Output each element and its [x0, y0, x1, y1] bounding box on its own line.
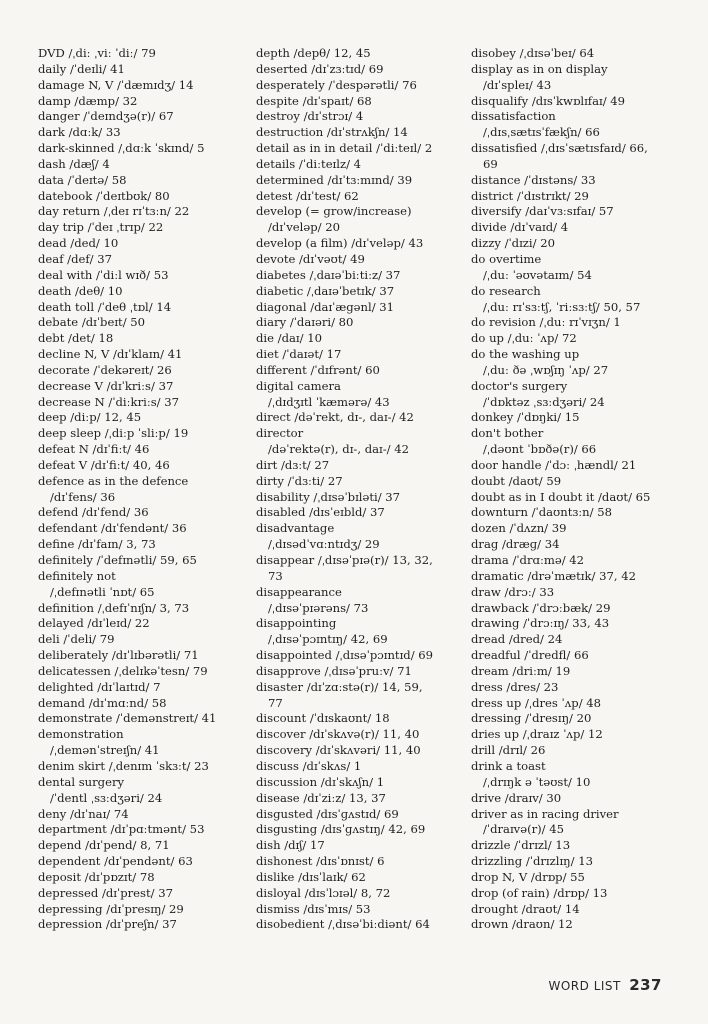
word-list-entry: /ˌdemənˈstreɪʃn/ 41 — [50, 743, 160, 758]
word-list-entry: disgusted /dɪsˈɡʌstɪd/ 69 — [256, 806, 399, 821]
word-list-entry: despite /dɪˈspaɪt/ 68 — [256, 93, 372, 108]
word-list-entry: disability /ˌdɪsəˈbɪləti/ 37 — [256, 489, 401, 504]
word-list-entry: desperately /ˈdespərətli/ 76 — [256, 77, 417, 92]
word-list-entry: drill /drɪl/ 26 — [471, 743, 546, 758]
word-list-entry: denim skirt /ˌdenɪm ˈskɜːt/ 23 — [38, 758, 209, 773]
word-list-entry: dreadful /ˈdredfl/ 66 — [471, 648, 589, 663]
word-list-entry: direct /dəˈrekt, dɪ-, daɪ-/ 42 — [256, 410, 414, 425]
word-list-entry: dizzy /ˈdɪzi/ 20 — [471, 236, 555, 251]
word-list-entry: drizzling /ˈdrɪzlɪŋ/ 13 — [471, 854, 593, 869]
word-list-entry: deny /dɪˈnaɪ/ 74 — [38, 806, 129, 821]
word-list-entry: doctor's surgery — [471, 378, 568, 393]
word-list-entry: damage N, V /ˈdæmɪdʒ/ 14 — [38, 77, 194, 92]
word-list-entry: /ˌdefɪnətli ˈnɒt/ 65 — [50, 584, 155, 599]
word-list-entry: defeat N /dɪˈfiːt/ 46 — [38, 442, 150, 457]
word-list-entry: disobey /ˌdɪsəˈbeɪ/ 64 — [471, 46, 595, 60]
word-list-entry: danger /ˈdeɪndʒə(r)/ 67 — [38, 109, 174, 124]
word-list-entry: defend /dɪˈfend/ 36 — [38, 505, 149, 520]
word-list-entry: depressed /dɪˈprest/ 37 — [38, 885, 173, 900]
word-list-entry: defeat V /dɪˈfiːt/ 40, 46 — [38, 457, 170, 472]
word-list-entry: doubt as in I doubt it /daʊt/ 65 — [471, 489, 651, 504]
word-list-entry: depressing /dɪˈpresɪŋ/ 29 — [38, 901, 184, 916]
word-list-entry: deep /diːp/ 12, 45 — [38, 410, 142, 425]
word-list-entry: disadvantage — [256, 521, 335, 536]
word-list-entry: diet /ˈdaɪət/ 17 — [256, 347, 342, 362]
word-list-entry: dramatic /drəˈmætɪk/ 37, 42 — [471, 568, 636, 583]
word-list-entry: /ˌduː rɪˈsɜːtʃ, ˈriːsɜːtʃ/ 50, 57 — [483, 299, 641, 314]
word-list-entry: deal with /ˈdiːl wɪð/ 53 — [38, 267, 169, 282]
word-list-entry: details /ˈdiːteɪlz/ 4 — [256, 156, 362, 171]
word-list-entry: drop (of rain) /drɒp/ 13 — [471, 885, 608, 900]
page-number: 237 — [629, 976, 662, 994]
word-list-entry: disappointing — [256, 616, 337, 631]
word-list-entry: donkey /ˈdɒŋki/ 15 — [471, 410, 580, 425]
word-list-entry: /ˈdentl ˌsɜːdʒəri/ 24 — [50, 790, 163, 805]
word-list-entry: disobedient /ˌdɪsəˈbiːdiənt/ 64 — [256, 917, 430, 932]
word-list-entry: /dɪˈspleɪ/ 43 — [483, 77, 552, 92]
word-list-column-3 — [471, 46, 693, 933]
word-list-entry: data /ˈdeɪtə/ 58 — [38, 172, 127, 187]
word-list-entry: do revision /ˌduː rɪˈvɪʒn/ 1 — [471, 315, 621, 330]
word-list-entry: discuss /dɪˈskʌs/ 1 — [256, 758, 362, 773]
word-list-entry: 73 — [268, 568, 283, 583]
word-list-entry: /ˌdɪsəˈpɪərəns/ 73 — [268, 600, 369, 615]
word-list-entry: disapprove /ˌdɪsəˈpruːv/ 71 — [256, 663, 412, 678]
word-list-entry: department /dɪˈpɑːtmənt/ 53 — [38, 822, 205, 837]
word-list-entry: /dəˈrektə(r), dɪ-, daɪ-/ 42 — [268, 442, 410, 457]
word-list-entry: drawing /ˈdrɔːɪŋ/ 33, 43 — [471, 616, 610, 631]
word-list-entry: disqualify /dɪsˈkwɒlɪfaɪ/ 49 — [471, 93, 626, 108]
word-list-entry: dress /dres/ 23 — [471, 679, 559, 694]
footer-label: WORD LIST — [548, 979, 621, 993]
word-list-entry: develop (a film) /dɪˈveləp/ 43 — [256, 236, 424, 251]
word-list-entry: do overtime — [471, 251, 542, 266]
word-list-entry: disgusting /dɪsˈɡʌstɪŋ/ 42, 69 — [256, 822, 426, 837]
word-list-entry: deposit /dɪˈpɒzɪt/ 78 — [38, 869, 155, 884]
word-list-entry: dream /driːm/ 19 — [471, 663, 571, 678]
word-list-entry: define /dɪˈfaɪn/ 3, 73 — [38, 537, 156, 552]
word-list-entry: disappear /ˌdɪsəˈpɪə(r)/ 13, 32, — [256, 553, 433, 567]
word-list-entry: diversify /daɪˈvɜːsɪfaɪ/ 57 — [471, 204, 614, 219]
word-list-entry: dismiss /dɪsˈmɪs/ 53 — [256, 901, 371, 916]
word-list-entry: dirt /dɜːt/ 27 — [256, 457, 330, 472]
word-list-entry: depth /depθ/ 12, 45 — [256, 46, 371, 60]
word-list-entry: /ˈdraɪvə(r)/ 45 — [483, 822, 565, 837]
word-list-entry: /ˌdəʊnt ˈbɒðə(r)/ 66 — [483, 442, 597, 457]
word-list-column-1 — [38, 46, 242, 933]
word-list-entry: disabled /dɪsˈeɪbld/ 37 — [256, 505, 385, 520]
word-list-entry: dish /dɪʃ/ 17 — [256, 838, 325, 853]
word-list-entry: dark /dɑːk/ 33 — [38, 125, 121, 140]
word-list-entry: dash /dæʃ/ 4 — [38, 156, 110, 171]
word-list-entry: day trip /ˈdeɪ ˌtrɪp/ 22 — [38, 220, 164, 235]
word-list-entry: director — [256, 426, 304, 441]
word-list-entry: dries up /ˌdraɪz ˈʌp/ 12 — [471, 727, 603, 742]
word-list-entry: discussion /dɪˈskʌʃn/ 1 — [256, 774, 385, 789]
word-list-entry: deaf /def/ 37 — [38, 251, 112, 266]
word-list-entry: 69 — [483, 156, 498, 171]
word-list-entry: dental surgery — [38, 774, 125, 789]
word-list-entry: decrease V /dɪˈkriːs/ 37 — [38, 378, 174, 393]
word-list-entry: disappearance — [256, 584, 342, 599]
word-list-entry: downturn /ˈdaʊntɜːn/ 58 — [471, 505, 612, 520]
word-list-entry: dark-skinned /ˌdɑːk ˈskɪnd/ 5 — [38, 141, 205, 156]
word-list-entry: dread /dred/ 24 — [471, 632, 563, 647]
word-list-entry: divide /dɪˈvaɪd/ 4 — [471, 220, 569, 235]
word-list-entry: dissatisfied /ˌdɪsˈsætɪsfaɪd/ 66, — [471, 141, 648, 156]
word-list-entry: district /ˈdɪstrɪkt/ 29 — [471, 188, 589, 203]
word-list-entry: disaster /dɪˈzɑːstə(r)/ 14, 59, — [256, 679, 423, 694]
word-list-entry: /ˌdɪsədˈvɑːntɪdʒ/ 29 — [268, 537, 380, 552]
word-list-entry: devote /dɪˈvəʊt/ 49 — [256, 251, 365, 266]
word-list-entry: /dɪˈfens/ 36 — [50, 489, 116, 504]
word-list-entry: destruction /dɪˈstrʌkʃn/ 14 — [256, 125, 408, 140]
word-list-entry: death /deθ/ 10 — [38, 283, 123, 298]
word-list-entry: demonstration — [38, 727, 124, 742]
word-list-entry: damp /dæmp/ 32 — [38, 93, 138, 108]
word-list-entry: drive /draɪv/ 30 — [471, 790, 562, 805]
word-list-entry: delighted /dɪˈlaɪtɪd/ 7 — [38, 679, 161, 694]
word-list-entry: driver as in racing driver — [471, 806, 619, 821]
word-list-entry: DVD /ˌdiː ˌviː ˈdiː/ 79 — [38, 46, 156, 60]
word-list-entry: demonstrate /ˈdemənstreɪt/ 41 — [38, 711, 217, 726]
word-list-entry: distance /ˈdɪstəns/ 33 — [471, 172, 596, 187]
word-list-entry: drizzle /ˈdrɪzl/ 13 — [471, 838, 571, 853]
word-list-entry: delicatessen /ˌdelɪkəˈtesn/ 79 — [38, 663, 208, 678]
word-list-entry: dressing /ˈdresɪŋ/ 20 — [471, 711, 592, 726]
word-list-entry: dependent /dɪˈpendənt/ 63 — [38, 854, 193, 869]
word-list-entry: /ˌdɪdʒɪtl ˈkæmərə/ 43 — [268, 394, 390, 409]
word-list-entry: defence as in the defence — [38, 473, 189, 488]
word-list-entry: drama /ˈdrɑːmə/ 42 — [471, 553, 585, 567]
word-list-entry: diary /ˈdaɪəri/ 80 — [256, 315, 354, 330]
word-list-entry: day return /ˌdeɪ rɪˈtɜːn/ 22 — [38, 204, 190, 219]
word-list-entry: decrease N /ˈdiːkriːs/ 37 — [38, 394, 180, 409]
word-list-entry: depression /dɪˈpreʃn/ 37 — [38, 917, 177, 932]
word-list-entry: door handle /ˈdɔː ˌhændl/ 21 — [471, 457, 637, 472]
word-list-entry: disease /dɪˈziːz/ 13, 37 — [256, 790, 386, 805]
word-list-entry: doubt /daʊt/ 59 — [471, 473, 562, 488]
word-list-entry: /ˈdɒktəz ˌsɜːdʒəri/ 24 — [483, 394, 605, 409]
word-list-entry: /ˌdɪsəˈpɔɪntɪŋ/ 42, 69 — [268, 632, 388, 647]
word-list-entry: decline N, V /dɪˈklaɪn/ 41 — [38, 347, 183, 362]
word-list-entry: die /daɪ/ 10 — [256, 331, 322, 346]
word-list-entry: disappointed /ˌdɪsəˈpɔɪntɪd/ 69 — [256, 648, 434, 663]
word-list-entry: drown /draʊn/ 12 — [471, 917, 573, 932]
word-list-entry: debt /det/ 18 — [38, 331, 114, 346]
word-list-column-2 — [256, 46, 462, 933]
word-list-entry: do the washing up — [471, 347, 580, 362]
word-list-entry: destroy /dɪˈstrɔɪ/ 4 — [256, 109, 364, 124]
word-list-entry: discovery /dɪˈskʌvəri/ 11, 40 — [256, 743, 421, 758]
word-list-entry: draw /drɔː/ 33 — [471, 584, 555, 599]
word-list-entry: develop (= grow/increase) — [256, 204, 412, 219]
word-list-entry: dishonest /dɪsˈɒnɪst/ 6 — [256, 854, 385, 869]
word-list-entry: drop N, V /drɒp/ 55 — [471, 869, 585, 884]
word-list-entry: drought /draʊt/ 14 — [471, 901, 580, 916]
word-list-entry: drink a toast — [471, 758, 546, 773]
word-list-entry: discover /dɪˈskʌvə(r)/ 11, 40 — [256, 727, 420, 742]
word-list-entry: debate /dɪˈbeɪt/ 50 — [38, 315, 146, 330]
word-list-entry: dislike /dɪsˈlaɪk/ 62 — [256, 869, 366, 884]
word-list-entry: datebook /ˈdeɪtbʊk/ 80 — [38, 188, 170, 203]
word-list-entry: drawback /ˈdrɔːbæk/ 29 — [471, 600, 611, 615]
word-list-entry: daily /ˈdeɪli/ 41 — [38, 61, 125, 76]
word-list-entry: dozen /ˈdʌzn/ 39 — [471, 521, 567, 536]
word-list-entry: discount /ˈdɪskaʊnt/ 18 — [256, 711, 390, 726]
word-list-entry: drag /dræɡ/ 34 — [471, 537, 560, 552]
word-list-entry: definitely /ˈdefɪnətli/ 59, 65 — [38, 553, 197, 567]
word-list-entry: detail as in in detail /ˈdiːteɪl/ 2 — [256, 141, 433, 156]
word-list-entry: dirty /ˈdɜːti/ 27 — [256, 473, 343, 488]
word-list-entry: digital camera — [256, 378, 341, 393]
word-list-entry: deserted /dɪˈzɜːtɪd/ 69 — [256, 61, 384, 76]
word-list-entry: /ˌdrɪŋk ə ˈtəʊst/ 10 — [483, 774, 591, 789]
word-list-entry: do research — [471, 283, 541, 298]
word-list-entry: death toll /ˈdeθ ˌtɒl/ 14 — [38, 299, 172, 314]
word-list-entry: demand /dɪˈmɑːnd/ 58 — [38, 695, 167, 710]
word-list-entry: /ˌdɪsˌsætɪsˈfækʃn/ 66 — [483, 125, 600, 140]
word-list-entry: do up /ˌduː ˈʌp/ 72 — [471, 331, 577, 346]
word-list-entry: delayed /dɪˈleɪd/ 22 — [38, 616, 150, 631]
word-list-entry: depend /dɪˈpend/ 8, 71 — [38, 838, 170, 853]
word-list-entry: deli /ˈdeli/ 79 — [38, 632, 115, 647]
word-list-entry: detest /dɪˈtest/ 62 — [256, 188, 359, 203]
word-list-entry: display as in on display — [471, 61, 608, 76]
word-list-entry: diagonal /daɪˈægənl/ 31 — [256, 299, 395, 314]
word-list-entry: defendant /dɪˈfendənt/ 36 — [38, 521, 187, 536]
word-list-entry: deliberately /dɪˈlɪbərətli/ 71 — [38, 648, 199, 663]
word-list-entry: don't bother — [471, 426, 544, 441]
word-list-entry: diabetes /ˌdaɪəˈbiːtiːz/ 37 — [256, 267, 401, 282]
word-list-entry: decorate /ˈdekəreɪt/ 26 — [38, 362, 172, 377]
word-list-entry: dress up /ˌdres ˈʌp/ 48 — [471, 695, 602, 710]
word-list-entry: 77 — [268, 695, 283, 710]
word-list-entry: definition /ˌdefɪˈnɪʃn/ 3, 73 — [38, 600, 190, 615]
word-list-entry: deep sleep /ˌdiːp ˈsliːp/ 19 — [38, 426, 189, 441]
page-footer — [548, 976, 662, 994]
word-list-entry: /dɪˈveləp/ 20 — [268, 220, 340, 235]
word-list-entry: dead /ded/ 10 — [38, 236, 119, 251]
word-list-entry: /ˌduː ðə ˌwɒʃɪŋ ˈʌp/ 27 — [483, 362, 609, 377]
word-list-entry: definitely not — [38, 568, 116, 583]
word-list-entry: disloyal /dɪsˈlɔɪəl/ 8, 72 — [256, 885, 391, 900]
word-list-entry: diabetic /ˌdaɪəˈbetɪk/ 37 — [256, 283, 395, 298]
word-list-entry: dissatisfaction — [471, 109, 556, 124]
word-list-entry: /ˌduː ˈəʊvətaɪm/ 54 — [483, 267, 592, 282]
word-list-entry: different /ˈdɪfrənt/ 60 — [256, 362, 380, 377]
word-list-entry: determined /dɪˈtɜːmɪnd/ 39 — [256, 172, 413, 187]
